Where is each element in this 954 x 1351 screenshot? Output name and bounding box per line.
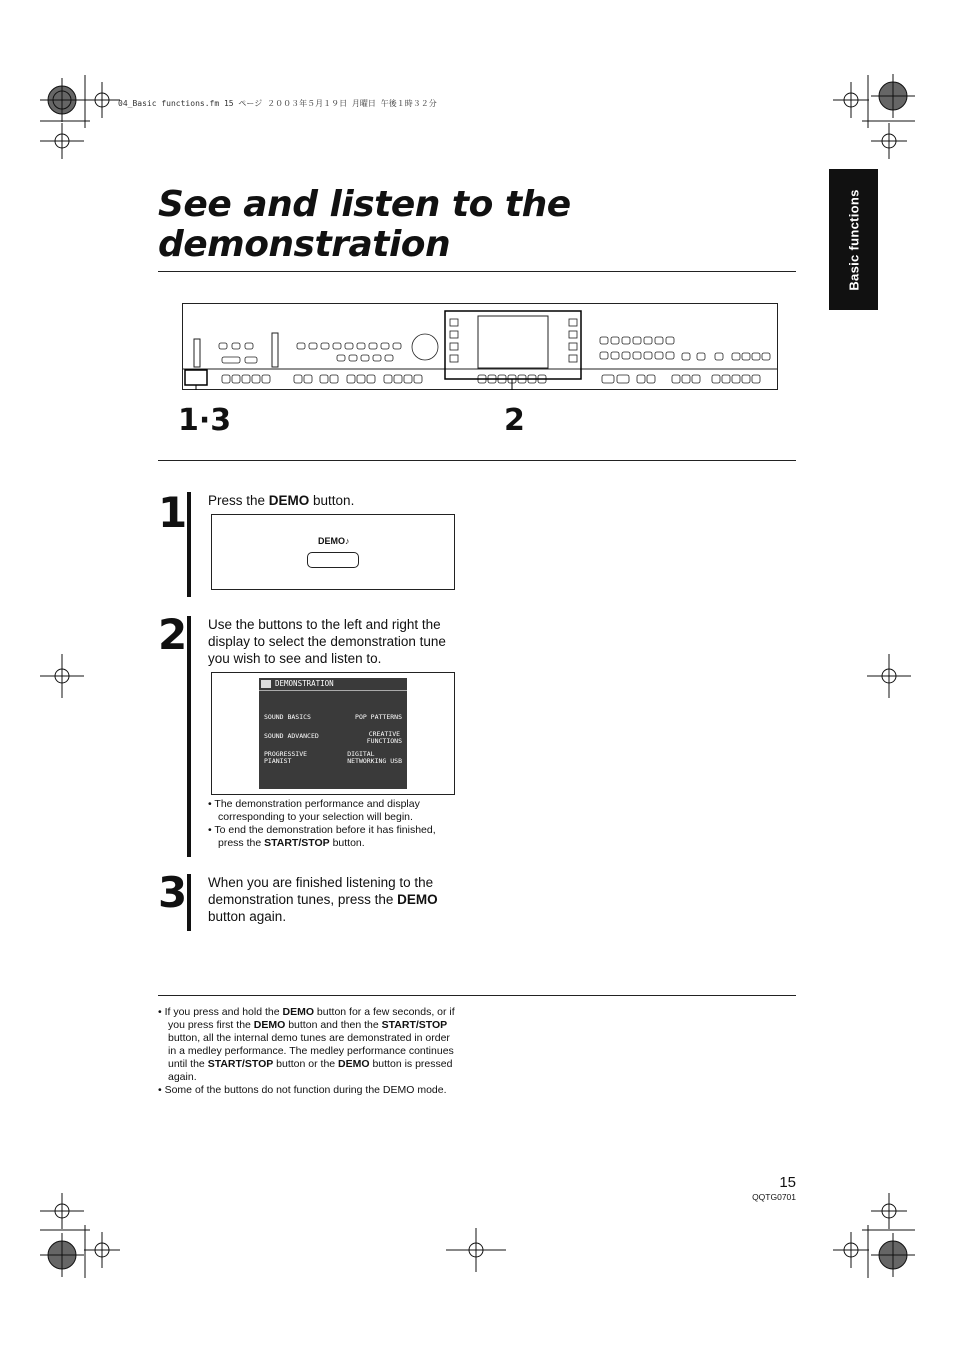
section-tab-label: Basic functions: [846, 188, 861, 291]
callout-step-2: 2: [504, 403, 525, 438]
notes-rule: [158, 995, 796, 996]
document-code: QQTG0701: [752, 1192, 796, 1202]
page-title: See and listen to the demonstration: [158, 184, 571, 265]
step-2-number: 2: [158, 610, 188, 659]
lcd-left-item-3[interactable]: PROGRESSIVE PIANIST: [264, 750, 308, 765]
lcd-demo-icon: [261, 680, 271, 688]
lcd-right-item-1[interactable]: POP PATTERNS: [355, 713, 402, 721]
title-rule: [158, 271, 796, 272]
step-3-text: When you are finished listening to the demonstration tunes, press the DEMO button again.: [208, 875, 438, 924]
step-1-bar: [187, 492, 191, 597]
note-1: • If you press and hold the DEMO button for a few seconds, or if you press first the DEMO button and then the START/STOP button, all the internal demo tunes are demonstrated in order in a medley performance. The medley performance continues until the START/STOP button or the DEMO button is pressed again.: [158, 1006, 455, 1083]
step-2-bar: [187, 616, 191, 857]
demo-button-label: DEMO♪: [318, 536, 350, 546]
step-1-number: 1: [158, 488, 188, 537]
lcd-title: DEMONSTRATION: [275, 679, 334, 688]
callout-step-1-3: 1·3: [178, 403, 232, 438]
step-2-text: Use the buttons to the left and right the display to select the demonstration tune you wish to see and listen to.: [208, 617, 446, 666]
page-number: 15: [779, 1174, 796, 1191]
step-3-bar: [187, 874, 191, 931]
step-1-text: Press the DEMO button.: [208, 493, 355, 508]
lcd-right-item-3[interactable]: DIGITAL NETWORKING USB: [347, 750, 402, 765]
step-3-number: 3: [158, 868, 188, 917]
lcd-title-bar: [259, 678, 407, 691]
section-rule: [158, 460, 796, 461]
control-panel-illustration: [182, 303, 778, 390]
lcd-right-item-2[interactable]: CREATIVE FUNCTIONS: [366, 730, 402, 745]
note-2: • Some of the buttons do not function during the DEMO mode.: [158, 1084, 447, 1096]
print-header-line: 04_Basic functions.fm 15 ページ ２００３年５月１９日 月曜日 午後１時３２分: [118, 99, 437, 108]
demo-button[interactable]: [307, 552, 359, 568]
lcd-figure: [211, 672, 455, 795]
notes: [158, 1006, 458, 1097]
step-2-bullet-2: • To end the demonstration before it has finished, press the START/STOP button.: [208, 824, 436, 849]
section-tab: [829, 169, 878, 310]
lcd-left-item-2[interactable]: SOUND ADVANCED: [264, 732, 319, 740]
step-2-bullet-1: • The demonstration performance and display corresponding to your selection will begin.: [208, 798, 420, 823]
step-2-bullets: [208, 798, 458, 850]
demo-button-figure: [211, 514, 455, 590]
lcd-left-item-1[interactable]: SOUND BASICS: [264, 713, 311, 721]
control-panel-drawing: [182, 303, 778, 390]
lcd-screen: [259, 678, 407, 789]
